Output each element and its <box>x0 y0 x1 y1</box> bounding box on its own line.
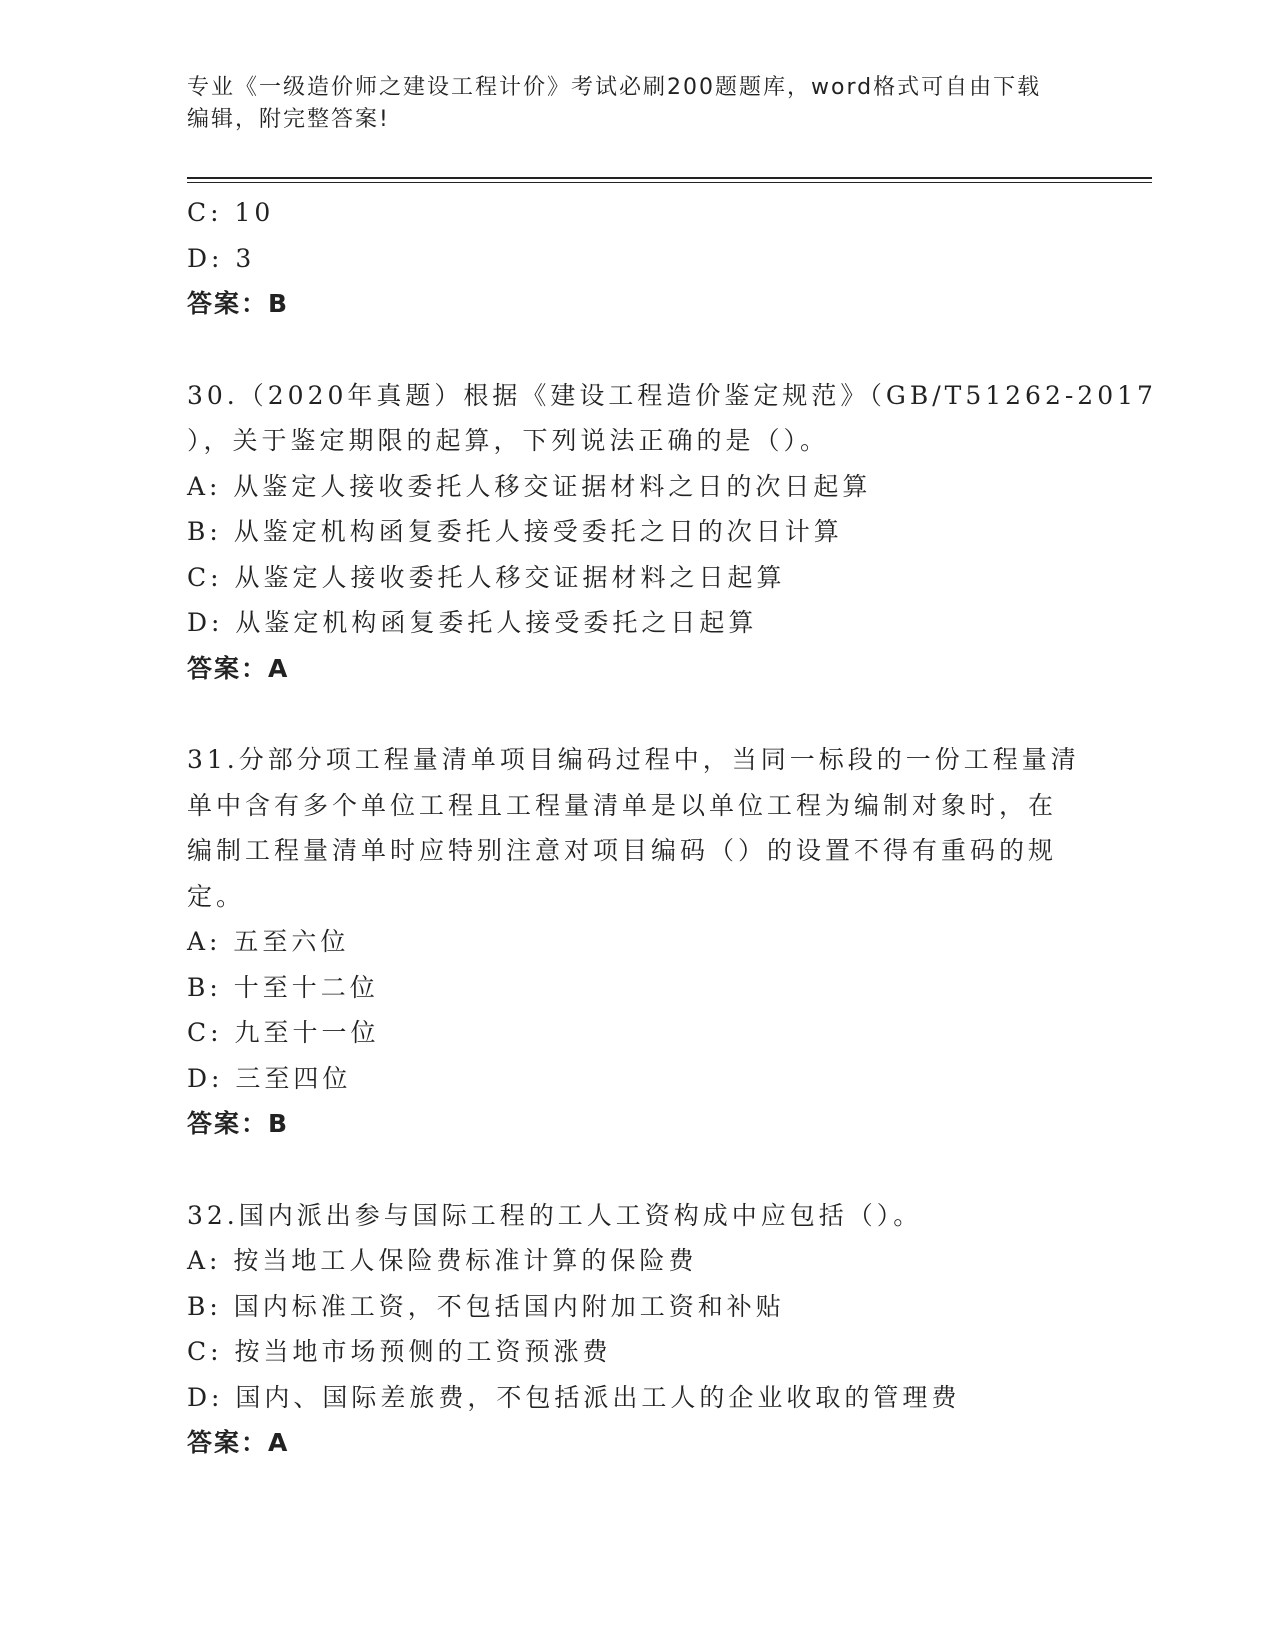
question-32 <box>187 1193 1087 1466</box>
option-d: D: 三至四位 <box>187 1063 352 1093</box>
option-a: A: 按当地工人保险费标准计算的保险费 <box>187 1246 698 1275</box>
option-b: B: 从鉴定机构函复委托人接受委托之日的次日计算 <box>187 517 843 546</box>
spacer <box>187 1147 1087 1193</box>
question-stem: 单中含有多个单位工程且工程量清单是以单位工程为编制对象时，在 <box>187 790 1058 820</box>
option-c: C: 10 <box>187 198 275 227</box>
question-31 <box>187 737 1087 1147</box>
answer-line: 答案：A <box>187 653 290 683</box>
option-c: C: 从鉴定人接收委托人移交证据材料之日起算 <box>187 562 786 592</box>
option-b: B: 十至十二位 <box>187 972 379 1002</box>
option-d: D: 国内、国际差旅费，不包括派出工人的企业收取的管理费 <box>187 1382 961 1412</box>
question-stem: 编制工程量清单时应特别注意对项目编码（）的设置不得有重码的规 <box>187 836 1058 865</box>
option-d: D: 从鉴定机构函复委托人接受委托之日起算 <box>187 608 758 637</box>
question-list <box>187 190 1157 1466</box>
spacer <box>187 691 1087 737</box>
question-stem: 32.国内派出参与国际工程的工人工资构成中应包括（）。 <box>187 1200 923 1230</box>
option-c: C: 按当地市场预侧的工资预涨费 <box>187 1337 612 1366</box>
question-stem: 30.（2020年真题）根据《建设工程造价鉴定规范》（GB/T51262-2017 <box>187 380 1157 410</box>
question-stem: 31.分部分项工程量清单项目编码过程中，当同一标段的一份工程量清 <box>187 745 1080 774</box>
header-line-1: 专业《一级造价师之建设工程计价》考试必刷200题题库，word格式可自由下载 <box>187 75 1042 100</box>
answer-line: 答案：B <box>187 289 290 318</box>
question-stem: 定。 <box>187 881 246 911</box>
header-line-2: 编辑，附完整答案! <box>187 107 390 132</box>
option-a: A: 五至六位 <box>187 927 350 956</box>
spacer <box>187 327 1087 373</box>
option-c: C: 九至十一位 <box>187 1018 380 1047</box>
option-a: A: 从鉴定人接收委托人移交证据材料之日的次日起算 <box>187 471 872 501</box>
continued-question <box>187 190 1087 327</box>
answer-line: 答案：B <box>187 1109 290 1138</box>
question-30 <box>187 373 1157 692</box>
header-divider-thin <box>187 182 1152 183</box>
document-header <box>187 72 1077 136</box>
question-stem: ），关于鉴定期限的起算，下列说法正确的是（）。 <box>187 426 830 455</box>
option-d: D: 3 <box>187 243 256 273</box>
answer-line: 答案：A <box>187 1428 290 1457</box>
option-b: B: 国内标准工资，不包括国内附加工资和补贴 <box>187 1291 785 1321</box>
header-divider-thick <box>187 177 1152 179</box>
